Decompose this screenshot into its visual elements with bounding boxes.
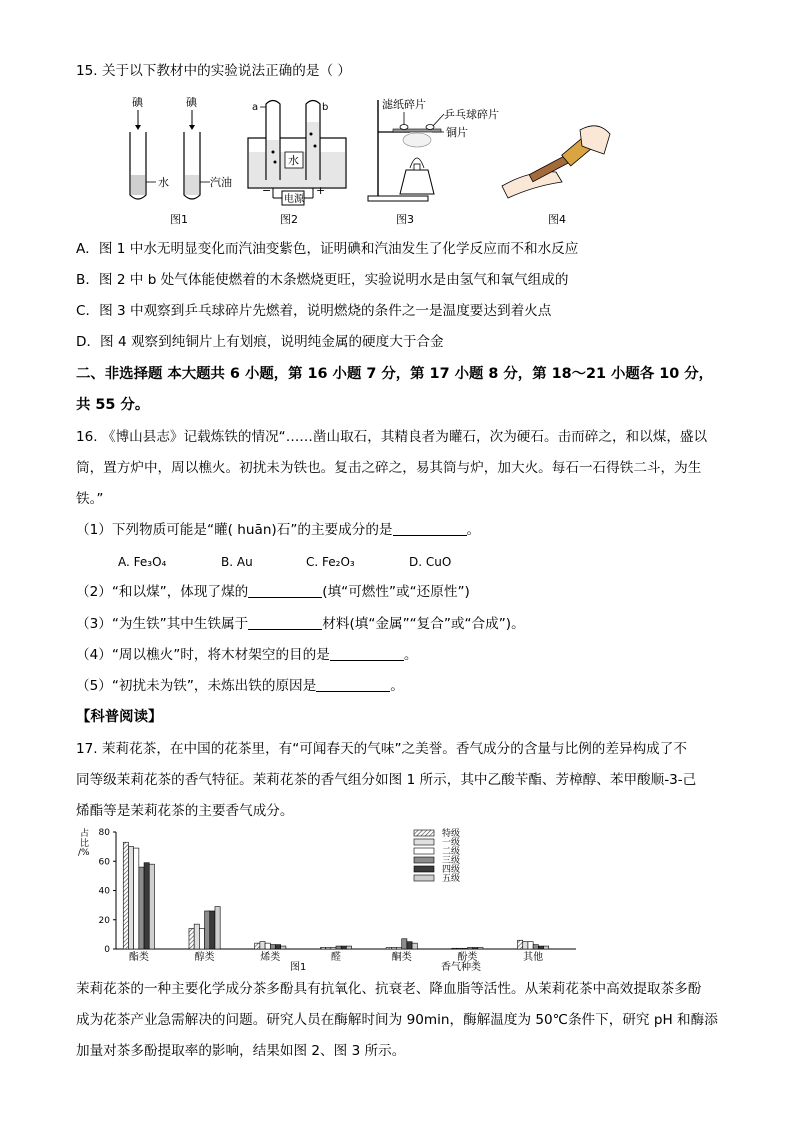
chart-bar <box>386 948 391 949</box>
chart-bar <box>473 948 478 949</box>
fig3-filter-paper-label: 滤纸碎片 <box>382 98 426 111</box>
fig2-plus-label: + <box>316 184 326 197</box>
q16-sub1-end: 。 <box>466 522 481 538</box>
chart-bar <box>462 948 467 949</box>
q16-text-line2: 筒，置方炉中，周以樵火。初扰未为铁也。复击之碎之，易其筒与炉，加大火。每石一石得铁二斗，为生 <box>76 460 702 476</box>
chart-bar <box>275 945 280 949</box>
chart-bar <box>194 924 199 949</box>
chart-bar <box>260 942 265 949</box>
q16-sub1 <box>76 521 480 539</box>
q16-sub3-text: （3）“为生铁”其中生铁属于 <box>76 616 249 632</box>
chart-y-tick-label: 60 <box>98 857 110 868</box>
chart-y-tick-label: 0 <box>104 945 110 955</box>
chart-bar <box>326 948 331 949</box>
chart-bar <box>346 946 351 949</box>
chart-bar <box>144 863 149 949</box>
chart-bar <box>391 948 396 949</box>
fig1-gasoline-label: 汽油 <box>210 176 232 189</box>
chart-ylabel-3: /% <box>78 848 90 858</box>
fig1-test-tubes <box>130 95 232 226</box>
chart-xlabel: 香气种类 <box>441 962 481 973</box>
chart-legend-label: 一级 <box>442 838 461 848</box>
section-reading-heading: 【科普阅读】 <box>76 709 163 725</box>
q15-option-c: C．图 3 中观察到乒乓球碎片先燃着，说明燃烧的条件之一是温度要达到着火点 <box>76 303 552 319</box>
chart-bar <box>134 848 139 949</box>
q17-after-line2: 成为花茶产业急需解决的问题。研究人员在酶解时间为 90min，酶解温度为 50℃条件下，研究 pH 和酶添 <box>76 1012 718 1028</box>
chart-y-tick-label: 20 <box>98 915 110 926</box>
chart-bar <box>467 948 472 949</box>
q15-option-d: D．图 4 观察到纯铜片上有划痕，说明纯金属的硬度大于合金 <box>76 334 444 350</box>
q16-text-line1: 16. 《博山县志》记载炼铁的情况“……凿山取石，其精良者为矔石，次为硬石。击而碎之，和以煤，盛以 <box>76 429 708 445</box>
fig1-iodine-a-label: 碘 <box>132 96 143 109</box>
chart-bar <box>255 943 260 949</box>
fig3-combustion <box>368 97 499 226</box>
chart-category-label: 酮类 <box>391 952 412 963</box>
chart-legend-swatch <box>414 848 434 854</box>
chart-category-label: 醇类 <box>194 952 215 963</box>
section2-heading-line1: 二、非选择题 本大题共 6 小题，第 16 小题 7 分，第 17 小题 8 分，第 18～21 小题各 10 分， <box>76 366 714 382</box>
q16-sub1-answer-blank[interactable] <box>393 523 467 536</box>
fig2-power-label: 电源 <box>284 194 304 205</box>
chart-bar <box>538 946 543 949</box>
chart-bar <box>139 867 144 949</box>
chart-bar <box>128 847 133 949</box>
chart-bar <box>149 864 154 949</box>
fig2-electrode-b-label: b <box>322 102 329 113</box>
q15-option-a: A．图 1 中水无明显变化而汽油变紫色，证明碘和汽油发生了化学反应而不和水反应 <box>76 241 579 257</box>
chart-category-label: 酚类 <box>457 952 478 963</box>
fig3-copper-label: 铜片 <box>446 126 468 139</box>
chart-bar <box>478 948 483 949</box>
aroma-composition-chart <box>76 824 596 974</box>
chart-legend-swatch <box>414 857 434 863</box>
chart-bar <box>341 946 346 949</box>
chart-bar <box>189 929 194 949</box>
q16-sub2-text: （2）“和以煤”，体现了煤的 <box>76 584 249 600</box>
q17-text-line3: 烯酯等是茉莉花茶的主要香气成分。 <box>76 803 294 819</box>
chart-legend-label: 四级 <box>442 865 461 875</box>
q16-choice-d: D. CuO <box>409 555 452 569</box>
fig2-minus-label: − <box>262 184 272 197</box>
q16-sub4 <box>76 646 417 664</box>
chart-bar <box>199 929 204 949</box>
fig1-iodine-b-label: 碘 <box>186 96 197 109</box>
q17-after-line3: 加量对茶多酚提取率的影响，结果如图 2、图 3 所示。 <box>76 1043 406 1059</box>
q16-choice-c: C. Fe₂O₃ <box>306 555 355 569</box>
section2-heading-line2: 共 55 分。 <box>76 397 150 413</box>
q16-sub4-end: 。 <box>403 647 418 663</box>
q16-sub5-end: 。 <box>390 678 404 694</box>
q16-sub4-text: （4）“周以樵火”时，将木材架空的目的是 <box>76 647 330 663</box>
q15-figures <box>110 90 670 230</box>
chart-bar <box>265 943 270 949</box>
chart-bar <box>518 940 523 949</box>
q16-text-line3: 铁。” <box>76 491 104 507</box>
q16-choice-b: B. Au <box>221 555 253 569</box>
chart-bar <box>281 946 286 949</box>
fig2-caption: 图2 <box>280 213 298 226</box>
fig4-scratch <box>502 126 610 226</box>
q16-sub5-answer-blank[interactable] <box>316 679 390 692</box>
chart-category-label: 其他 <box>523 952 544 963</box>
q16-sub3-end: 材料(填“金属”“复合”或“合成”)。 <box>322 616 525 632</box>
chart-bar <box>123 842 128 949</box>
q16-choices <box>118 553 451 571</box>
chart-category-label: 酯类 <box>128 952 149 963</box>
q16-sub2-end: (填“可燃性”或“还原性”) <box>322 584 470 600</box>
chart-y-tick-label: 40 <box>98 886 110 897</box>
fig1-water-label: 水 <box>158 176 169 189</box>
q16-sub3 <box>76 615 525 633</box>
chart-bar <box>452 948 457 949</box>
fig4-caption: 图4 <box>548 213 566 226</box>
q15-option-b: B．图 2 中 b 处气体能使燃着的木条燃烧更旺，实验说明水是由氢气和氧气组成的 <box>76 272 569 288</box>
chart-bar <box>320 948 325 949</box>
chart-ylabel-1: 占 <box>80 829 90 839</box>
q16-sub4-answer-blank[interactable] <box>330 648 404 661</box>
q16-sub5-text: （5）“初扰未为铁”，未炼出铁的原因是 <box>76 678 317 694</box>
chart-bar <box>205 911 210 949</box>
chart-bar <box>523 942 528 949</box>
chart-bar <box>402 939 407 949</box>
q16-sub5 <box>76 677 404 695</box>
chart-bar <box>210 911 215 949</box>
chart-bar <box>270 945 275 949</box>
fig1-caption: 图1 <box>170 213 188 226</box>
chart-bar <box>215 907 220 949</box>
chart-title: 图1 <box>290 962 307 973</box>
chart-legend-label: 五级 <box>442 874 461 884</box>
q16-sub2 <box>76 583 470 601</box>
q16-choice-a: A. Fe₃O₄ <box>118 555 167 569</box>
fig2-water-label: 水 <box>288 154 299 167</box>
chart-bar <box>412 943 417 949</box>
chart-legend-label: 特级 <box>442 829 461 839</box>
chart-bar <box>544 946 549 949</box>
q16-sub3-answer-blank[interactable] <box>248 617 322 630</box>
fig2-electrode-a-label: a <box>252 102 259 113</box>
q17-text-line1: 17. 茉莉花茶，在中国的花茶里，有“可闻春天的气味”之美誉。香气成分的含量与比例的差异构成了不 <box>76 741 687 757</box>
q15-stem: 15. 关于以下教材中的实验说法正确的是（ ） <box>76 63 351 79</box>
chart-legend-label: 二级 <box>442 847 461 857</box>
chart-legend-swatch <box>414 875 434 881</box>
chart-bar <box>457 948 462 949</box>
chart-bar <box>407 942 412 949</box>
fig2-electrolysis <box>248 101 346 227</box>
chart-legend-label: 三级 <box>442 856 461 866</box>
chart-legend-swatch <box>414 830 434 836</box>
chart-ylabel-2: 比 <box>80 839 90 849</box>
chart-category-label: 烯类 <box>260 952 281 963</box>
chart-bar <box>336 946 341 949</box>
chart-bar <box>397 948 402 949</box>
fig3-caption: 图3 <box>396 213 414 226</box>
chart-bar <box>331 948 336 949</box>
fig3-pingpong-label: 乒乓球碎片 <box>444 108 499 121</box>
q16-sub1-text: （1）下列物质可能是“矔( huān)石”的主要成分的是 <box>76 522 393 538</box>
chart-category-label: 醛 <box>331 952 341 963</box>
chart-bar <box>533 945 538 949</box>
q17-text-line2: 同等级茉莉花茶的香气特征。茉莉花茶的香气组分如图 1 所示，其中乙酸苄酯、芳樟醇、苯甲酸顺-3-己 <box>76 772 697 788</box>
chart-y-tick-label: 80 <box>98 828 110 838</box>
chart-bar <box>528 942 533 949</box>
chart-legend-swatch <box>414 839 434 845</box>
q16-sub2-answer-blank[interactable] <box>248 585 322 598</box>
chart-legend-swatch <box>414 866 434 872</box>
q17-after-line1: 茉莉花茶的一种主要化学成分茶多酚具有抗氧化、抗衰老、降血脂等活性。从茉莉花茶中高效提取茶多酚 <box>76 981 702 997</box>
